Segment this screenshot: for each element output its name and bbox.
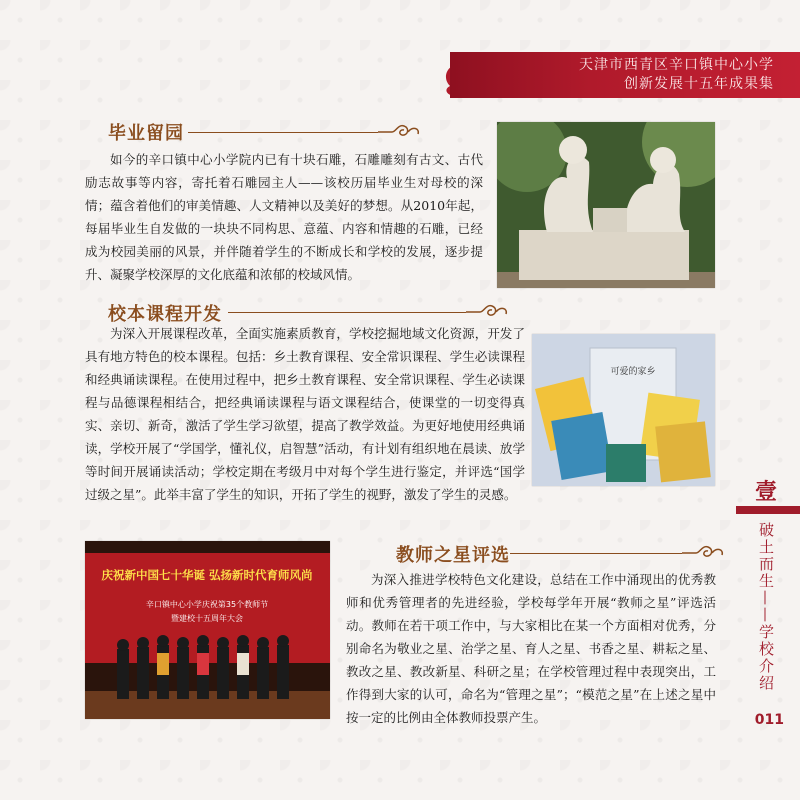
textbooks-photo <box>532 334 715 486</box>
chapter-number: 壹 <box>754 479 777 505</box>
section-title-teacher-star: 教师之星评选 <box>396 545 510 566</box>
header-subtitle: 创新发展十五年成果集 <box>624 76 774 92</box>
stone-sculpture-photo <box>497 122 715 288</box>
page-number: 011 <box>754 712 784 728</box>
chapter-title-vertical: 破土而生——学校介绍 <box>757 522 775 692</box>
header-banner <box>450 52 800 98</box>
title-rule <box>188 132 378 133</box>
section-curriculum-text: 为深入开展课程改革，全面实施素质教育，学校挖掘地域文化资源，开发了具有地方特色的校本课程。包括：乡土教育课程、安全常识课程、学生必读课程和经典诵读课程。在使用过程中，把乡土教育课程、安全常识课程、学生必读课程与品德课程相结合，把经典诵读课程与语文课程结合，使课堂的一切变得真实、亲切、新奇，激活了学生学习欲望，提高了教学效益。为更好地使用经典诵读，学校开展了“学国学，懂礼仪，启智慧”活动，有计划有组织地在晨读、放学等时间开展诵读活动；学校定期在考级月中对每个学生进行鉴定，并评选“国学过级之星”。此举丰富了学生的知识，开拓了学生的视野，激发了学生的灵感。 <box>85 326 525 502</box>
swirl-ornament-icon <box>378 122 422 142</box>
stage-banner-main: 庆祝新中国七十华诞 弘扬新时代育师风尚 <box>101 568 313 582</box>
section-graduation-garden-text: 如今的辛口镇中心小学院内已有十块石雕，石雕雕刻有古文、古代励志故事等内容，寄托着石雕园主人——该校历届毕业生对母校的深情；蕴含着他们的审美情趣、人文精神以及美好的梦想。从2010年起，每届毕业生自发做的一块块不同构思、意蕴、内容和情趣的石雕，已经成为校园美丽的风景，并伴随着学生的不断成长和学校的发展，逐步提升、凝聚学校深厚的文化底蕴和浓郁的校域风情。 <box>85 152 483 282</box>
book-cover-title: 可爱的家乡 <box>610 367 656 377</box>
title-rule <box>228 312 466 313</box>
section-title-curriculum: 校本课程开发 <box>108 304 222 325</box>
section-title-graduation-garden: 毕业留园 <box>108 123 184 144</box>
chapter-side-tab <box>732 478 800 692</box>
stage-banner-sub2: 暨建校十五周年大会 <box>171 614 243 623</box>
swirl-ornament-icon <box>466 302 510 322</box>
teachers-day-stage-photo <box>85 541 330 719</box>
swirl-ornament-icon <box>682 543 726 563</box>
header-school-name: 天津市西青区辛口镇中心小学 <box>579 57 774 73</box>
title-rule <box>510 553 682 554</box>
section-teacher-star-text: 为深入推进学校特色文化建设，总结在工作中涌现出的优秀教师和优秀管理者的先进经验，学校每学年开展“教师之星”评选活动。教师在若干项工作中，与大家相比在某一个方面相对优秀，分别命名为敬业之星、治学之星、育人之星、书香之星、耕耘之星、教改之星、教改新星、科研之星；在学校管理过程中表现突出，工作得到大家的认可，命名为“管理之星”；“模范之星”在上述之星中按一定的比例由全体教师投票产生。 <box>346 572 716 725</box>
stage-banner-sub1: 辛口镇中心小学庆祝第35个教师节 <box>145 600 269 609</box>
chapter-bar <box>736 506 800 514</box>
